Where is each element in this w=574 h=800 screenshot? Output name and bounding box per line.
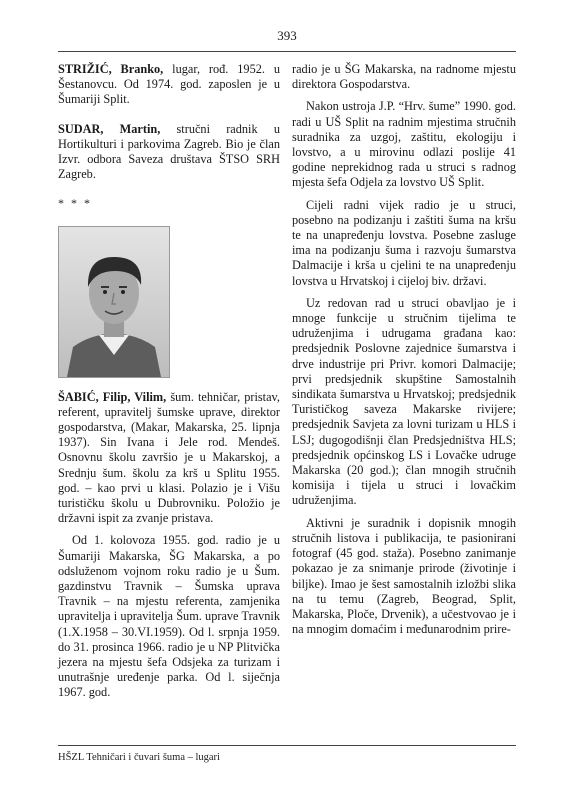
- paragraph: radio je u ŠG Makarska, na radnome mjestu direktora Gospodarstva.: [292, 62, 516, 92]
- entry-text: lugar, rođ. 1952. u Šestanovcu. Od 1974. god. zaposlen je u Šumariji Split.: [58, 62, 280, 107]
- entry-sabic: [58, 390, 280, 527]
- paragraph: Od 1. kolovoza 1955. god. radio je u Šumariji Makarska, ŠG Makarska, a po odsluženom vojnom roku radio je u Šum. gazdinstvu Travnik – Šumska uprava Travnik – na mjestu referenta, zamjenika upravitelja i upravitelja Šum. uprave Travnik (1.X.1958 – 30.VI.1959). Od l. srpnja 1959. do 31. prosinca 1966. radio je u NP Plitvička jezera na mjestu šefa Odsjeka za turizam i unutrašnje uređenje parka. Od l. siječnja 1967. god.: [58, 533, 280, 700]
- portrait-photo: [58, 226, 170, 378]
- entry-text: šum. tehničar, pristav, referent, upravitelj šumske uprave, direktor gospodarstva, (Makar, Makarska, 25. lipnja 1937). Sin Ivana i Jele rod. Mendeš. Osnovnu školu završio je u Makarskoj, a Srednju šum. školu za krš u Splitu 1955. god. – kao prvi u klasi. Polazio je i Višu turističku školu u Dubrovniku. Položio je državni ispit za zvanje pristava.: [58, 389, 280, 526]
- section-separator: * * *: [58, 196, 92, 211]
- page-number: 393: [277, 28, 297, 43]
- entry-name: SUDAR, Martin,: [58, 121, 161, 136]
- entry-name: ŠABIĆ, Filip, Vilim,: [58, 389, 167, 404]
- paragraph: Uz redovan rad u struci obavljao je i mnoge funkcije u stručnim tijelima te udruženjima i udrugama građana kao: predsjednik Poslovne zajednice šumarstva i drve industrije pri Privr. komori Dalmacije; prvi predsjednik skupštine Samostalnih sindikata šumarstva u Hrvatskoj; predsjednik Turističkog saveza Makarske rivijere; predsjednik Savjeta za lovni turizam u HLS i LSJ; dugogodišnji član Predsjedništva HLS; predsjednik općinskog LS i Lovačke udruge Makarska (20 god.); član mnogih stručnih komisija i tijela u struci i lovačkim udruženjima.: [292, 295, 516, 508]
- paragraph: Aktivni je suradnik i dopisnik mnogih stručnih listova i publikacija, te pasionirani fotograf (45 god. staža). Posebno zanimanje pokazao je za snimanje prirode (životinje i biljke). Imao je šest samostalnih izložbi slika na tu temu (Zagreb, Beograd, Split, Makarska, Ploče, Drvenik), a učestvovao je i na mnogim domaćim i međunarodnim prire-: [292, 515, 516, 637]
- left-column: [58, 62, 280, 701]
- running-footer: HŠZL Tehničari i čuvari šuma – lugari: [58, 752, 220, 763]
- paragraph: Cijeli radni vijek radio je u struci, posebno na podizanju i zaštiti šuma na kršu te na unapređenju lovstva. Posebne zasluge ima na podizanju šuma i razvoju šumarstva Dalmacije i krša u cjelini te na unapređenju lovstva u Hrvatskoj i cijeloj biv. državi.: [292, 197, 516, 288]
- header-rule: [58, 51, 516, 52]
- entry-strizic: [58, 62, 280, 108]
- entry-sudar: [58, 122, 280, 183]
- footer-rule: [58, 745, 516, 746]
- paragraph: Nakon ustroja J.P. “Hrv. šume” 1990. god. radi u UŠ Split na radnim mjestima stručnih suradnika za uzgoj, zaštitu, ekologiju i lovstvo, a u mirovinu odlazi poslije 41 godine neprekidnog rada u struci s radnog mjesta šefa Odjela za lovstvo UŠ Split.: [292, 99, 516, 190]
- portrait-image: [59, 227, 169, 377]
- entry-text: stručni radnik u Hortikulturi i parkovima Zagreb. Bio je član Izvr. odbora Saveza društava ŠTSO SRH Zagreb.: [58, 121, 280, 182]
- right-column: [292, 62, 516, 637]
- entry-name: STRIŽIĆ, Branko,: [58, 62, 164, 76]
